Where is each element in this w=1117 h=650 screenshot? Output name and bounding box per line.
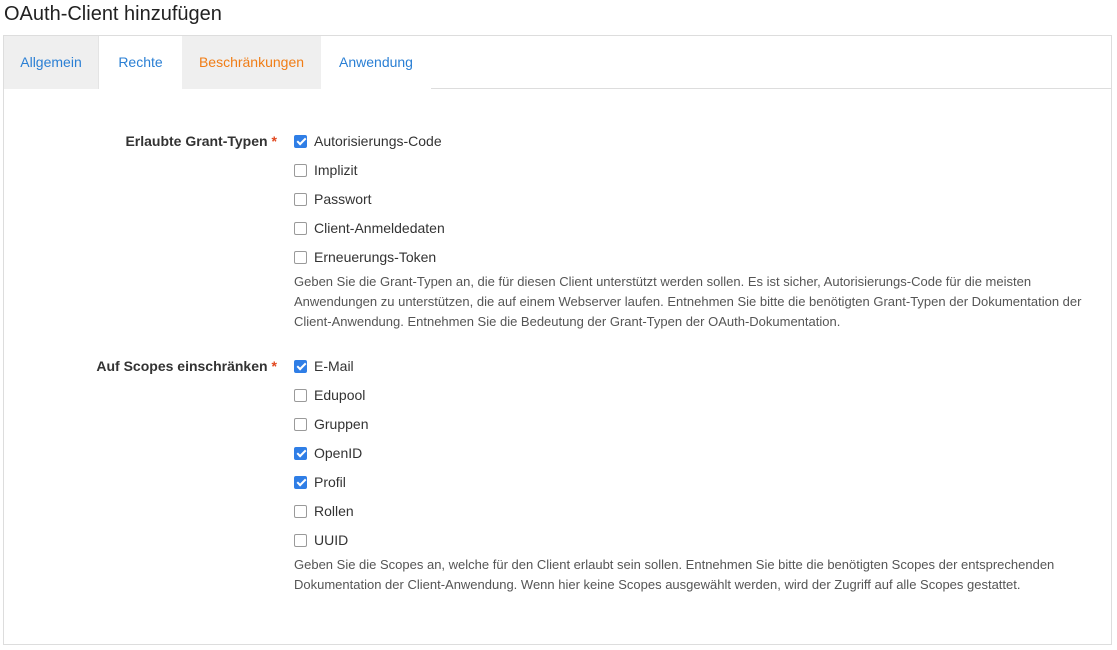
option-label: Autorisierungs-Code — [314, 133, 442, 149]
checkbox[interactable] — [294, 222, 307, 235]
scope-option-email[interactable] — [294, 357, 354, 375]
checkbox[interactable] — [294, 135, 307, 148]
tab-bar-spacer — [431, 36, 1111, 88]
scope-option-rollen[interactable] — [294, 502, 354, 520]
option-label: E-Mail — [314, 358, 354, 374]
tab-beschraenkungen[interactable]: Beschränkungen — [182, 36, 321, 89]
option-label: Edupool — [314, 387, 366, 403]
checkbox[interactable] — [294, 505, 307, 518]
tab-anwendung[interactable]: Anwendung — [321, 36, 431, 89]
checkbox[interactable] — [294, 534, 307, 547]
option-label: Client-Anmeldedaten — [314, 220, 445, 236]
option-label: OpenID — [314, 445, 363, 461]
option-label: Profil — [314, 474, 346, 490]
grant-option-implizit[interactable] — [294, 161, 358, 179]
required-marker: * — [271, 358, 277, 374]
checkbox[interactable] — [294, 360, 307, 373]
scope-option-openid[interactable] — [294, 444, 362, 462]
option-label: Erneuerungs-Token — [314, 249, 437, 265]
grant-option-autorisierungs-code[interactable] — [294, 132, 442, 150]
scope-option-edupool[interactable] — [294, 386, 365, 404]
scopes-help-text: Geben Sie die Scopes an, welche für den Client erlaubt sein sollen. Entnehmen Sie bitte die benötigten Scopes der entsprechenden Dokumentation der Client-Anwendung. Wenn hier keine Scopes ausgewählt werden, wird der Zugriff auf alle Scopes gestattet. — [294, 557, 1055, 592]
scope-option-profil[interactable] — [294, 473, 346, 491]
page-title: OAuth-Client hinzufügen — [4, 3, 222, 25]
checkbox[interactable] — [294, 193, 307, 206]
tab-rechte[interactable]: Rechte — [99, 36, 182, 89]
scope-option-uuid[interactable] — [294, 531, 348, 549]
tab-bar — [4, 36, 1111, 89]
scopes-label: Auf Scopes einschränken * — [96, 358, 277, 374]
checkbox[interactable] — [294, 389, 307, 402]
checkbox[interactable] — [294, 164, 307, 177]
option-label: Gruppen — [314, 416, 369, 432]
form-panel — [3, 35, 1112, 645]
grant-option-passwort[interactable] — [294, 190, 372, 208]
grant-types-label: Erlaubte Grant-Typen * — [125, 133, 277, 149]
option-label: UUID — [314, 532, 349, 548]
checkbox[interactable] — [294, 418, 307, 431]
checkbox[interactable] — [294, 447, 307, 460]
scope-option-gruppen[interactable] — [294, 415, 368, 433]
checkbox[interactable] — [294, 476, 307, 489]
grant-types-help-text: Geben Sie die Grant-Typen an, die für diesen Client unterstützt werden sollen. Es ist sicher, Autorisierungs-Code für die meisten Anwendungen zu unterstützen, die auf einem Webserver laufen. Entnehmen Sie bitte die benötigten Grant-Typen der Dokumentation der Client-Anwendung. Entnehmen Sie die Bedeutung der Grant-Typen der OAuth-Dokumentation. — [294, 274, 1082, 329]
required-marker: * — [271, 133, 277, 149]
checkbox[interactable] — [294, 251, 307, 264]
option-label: Passwort — [314, 191, 372, 207]
option-label: Implizit — [314, 162, 358, 178]
option-label: Rollen — [314, 503, 354, 519]
tab-allgemein[interactable]: Allgemein — [4, 36, 99, 89]
grant-option-client-anmeldedaten[interactable] — [294, 219, 445, 237]
grant-option-erneuerungs-token[interactable] — [294, 248, 436, 266]
